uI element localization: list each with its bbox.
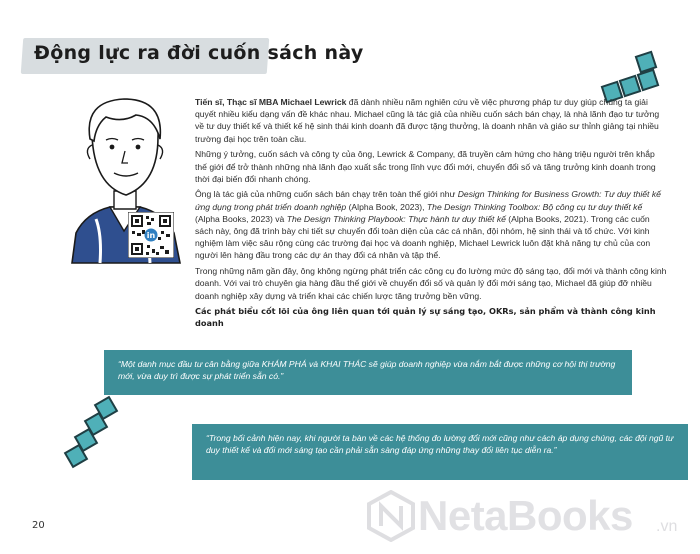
book-title-1: Design Thinking for Business Growth: Tư duy thiết kế ứng dụng trong phát triển doanh nghiệp: [195, 189, 661, 212]
page-number: 20: [32, 520, 45, 531]
quote-box-1: “Một danh mục đầu tư cân bằng giữa KHÁM PHÁ và KHAI THÁC sẽ giúp doanh nghiệp vừa nắm bắt được những cơ hội thị trường mới, vừa duy trì được sự phát triển sẵn có.”: [104, 350, 632, 395]
author-bio: [195, 96, 669, 333]
author-name: Tiến sĩ, Thạc sĩ MBA Michael Lewrick: [195, 97, 347, 107]
bio-paragraph-3: Ông là tác giả của những cuốn sách bán chạy trên toàn thế giới như Design Thinking for Business Growth: Tư duy thiết kế ứng dụng trong phát triển doanh nghiệp (Alpha Book, 2023), The Design Thinking Toolbox: Bộ công cụ tư duy thiết kế (Alpha Books, 2023) và The Design Thinking Playbook: Thực hành tư duy thiết kế (Alpha Books, 2021). Trong các cuốn sách này, ông đã trình bày chi tiết sự chuyển đổi toàn diện của các cá nhân, đội nhóm, hệ sinh thái và tổ chức. Với kinh nghiệm làm việc sâu rộng cùng các trường đại học và doanh nghiệp, Michael Lewrick luôn đặt khả năng tự chủ của con người lên hàng đầu trong các dự án thay đổi cá nhân và tập thể.: [195, 189, 661, 261]
netabooks-logo-icon: [366, 490, 416, 542]
page-title: Động lực ra đời cuốn sách này: [34, 42, 364, 64]
quotes-caption: Các phát biểu cốt lõi của ông liên quan tới quản lý sự sáng tạo, OKRs, sản phẩm và thành công kinh doanh: [195, 306, 656, 329]
quote-box-2: “Trong bối cảnh hiện nay, khi người ta bàn về các hệ thống đo lường đổi mới cũng như cách áp dụng chúng, các đội ngũ tư duy thiết kế và đổi mới sáng tạo cần phải sẵn sàng đáp ứng những thay đổi liên tục diễn ra.”: [192, 424, 688, 480]
book-title-2: The Design Thinking Toolbox: Bộ công cụ tư duy thiết kế: [426, 201, 643, 212]
bio-paragraph-1: Tiến sĩ, Thạc sĩ MBA Michael Lewrick đã dành nhiều năm nghiên cứu về việc phương pháp tư duy giúp chúng ta giải quyết nhiều kiểu dạng vấn đề khác nhau. Michael cũng là tác giả của nhiều cuốn sách bán chạy, là nhà lãnh đạo tư tưởng về tư duy thiết kế và thiết kế hệ sinh thái kinh doanh đã được tặng thưởng, là doanh nhân và giáo sư thỉnh giảng tại nhiều trường đại học trên toàn cầu.: [195, 97, 660, 144]
svg-text:in: in: [146, 231, 156, 240]
bio-paragraph-4: Trong những năm gần đây, ông không ngừng phát triển các công cụ đo lường mức độ sáng tạo, đổi mới và thành công kinh doanh. Với vai trò chuyên gia hàng đầu thế giới về chuyển đổi số và quản lý đổi mới sáng tạo, Michael đã giúp đỡ nhiều doanh nghiệp xây dựng và triển khai các chiến lược tăng trưởng bền vững.: [195, 266, 667, 301]
bio-paragraph-2: Những ý tưởng, cuốn sách và công ty của ông, Lewrick & Company, đã truyền cảm hứng cho hàng triệu người trên khắp thế giới để trở thành những nhà lãnh đạo xuất sắc trong lĩnh vực đổi mới, chuyển đổi số và tăng trưởng kinh doanh trong thời đại biến đổi nhanh chóng.: [195, 149, 656, 184]
qr-code-icon: [128, 212, 174, 258]
book-title-3: The Design Thinking Playbook: Thực hành tư duy thiết kế: [286, 213, 506, 224]
watermark-suffix: .vn: [656, 518, 678, 535]
watermark-text: NetaBooks: [418, 492, 633, 539]
tetris-block-bottom-left-icon: [58, 390, 130, 474]
